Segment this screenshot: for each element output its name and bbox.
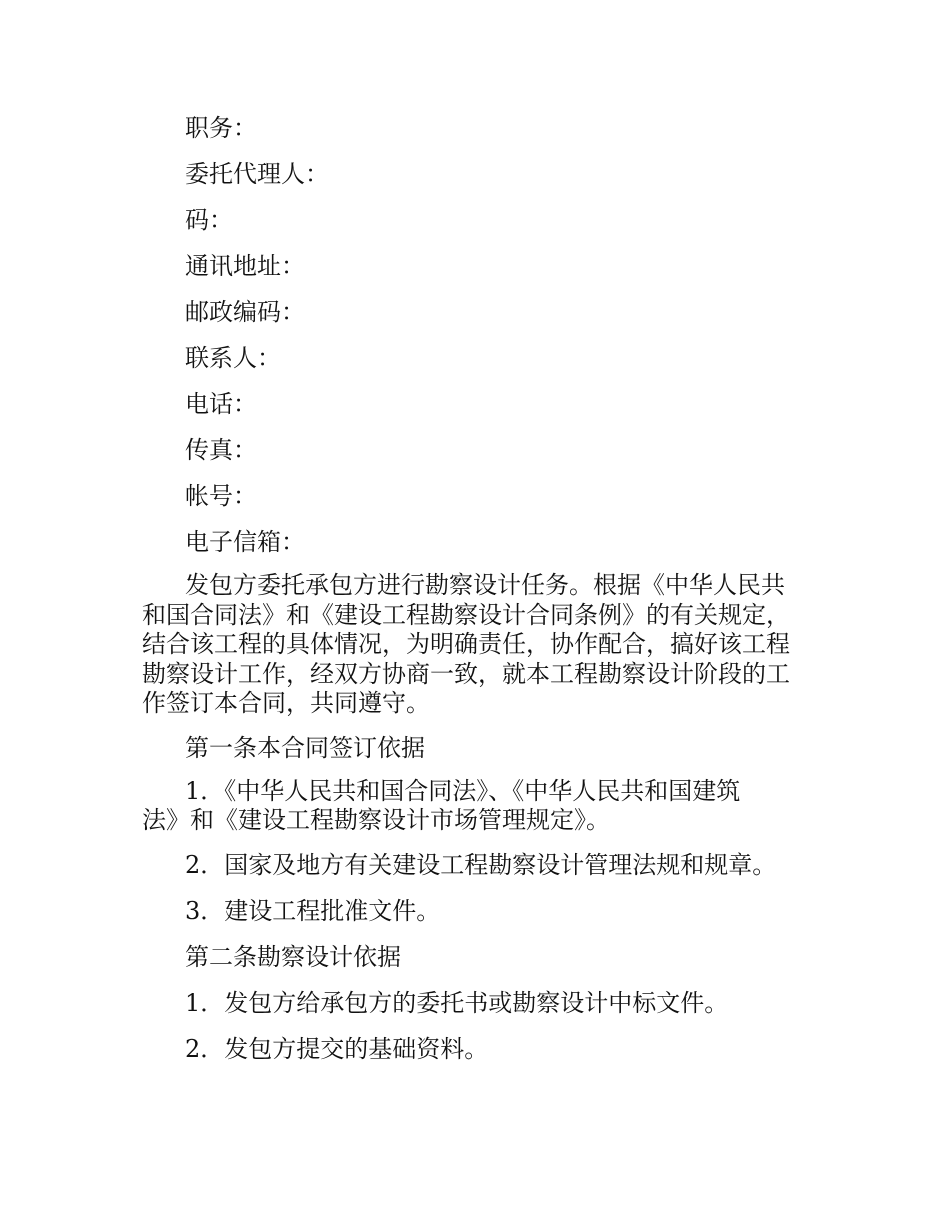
field-fax: 传真： — [185, 436, 257, 464]
field-position: 职务： — [185, 114, 257, 142]
article1-item2: 2．国家及地方有关建设工程勘察设计管理法规和规章。 — [185, 850, 777, 879]
article1-item1-line: 法》和《建设工程勘察设计市场管理规定》。 — [142, 806, 610, 834]
article2-item2: 2．发包方提交的基础资料。 — [185, 1034, 489, 1063]
intro-line: 作签订本合同，共同遵守。 — [142, 689, 430, 717]
field-contact: 联系人： — [185, 344, 281, 372]
intro-paragraph — [142, 571, 814, 719]
article1-item1-line: 1．《中华人民共和国合同法》、《中华人民共和国建筑 — [185, 776, 741, 805]
article1-item3: 3．建设工程批准文件。 — [185, 896, 441, 925]
intro-line: 勘察设计工作，经双方协商一致，就本工程勘察设计阶段的工 — [142, 659, 790, 688]
document-body — [142, 111, 814, 1078]
article2-title: 第二条勘察设计依据 — [185, 942, 401, 971]
field-phone: 电话： — [185, 390, 257, 418]
field-agent: 委托代理人： — [185, 160, 329, 188]
field-account: 帐号： — [185, 482, 257, 510]
field-postcode: 邮政编码： — [185, 298, 305, 326]
field-email: 电子信箱： — [185, 528, 305, 556]
intro-line: 发包方委托承包方进行勘察设计任务。根据《中华人民共 — [185, 571, 785, 599]
field-code: 码： — [185, 206, 233, 234]
intro-line: 结合该工程的具体情况，为明确责任，协作配合，搞好该工程 — [142, 630, 790, 658]
article2-item1: 1．发包方给承包方的委托书或勘察设计中标文件。 — [185, 988, 729, 1017]
article1-item1 — [142, 777, 814, 836]
field-address: 通讯地址： — [185, 252, 305, 280]
article1-title: 第一条本合同签订依据 — [185, 733, 425, 762]
intro-line: 和国合同法》和《建设工程勘察设计合同条例》的有关规定， — [142, 600, 790, 629]
